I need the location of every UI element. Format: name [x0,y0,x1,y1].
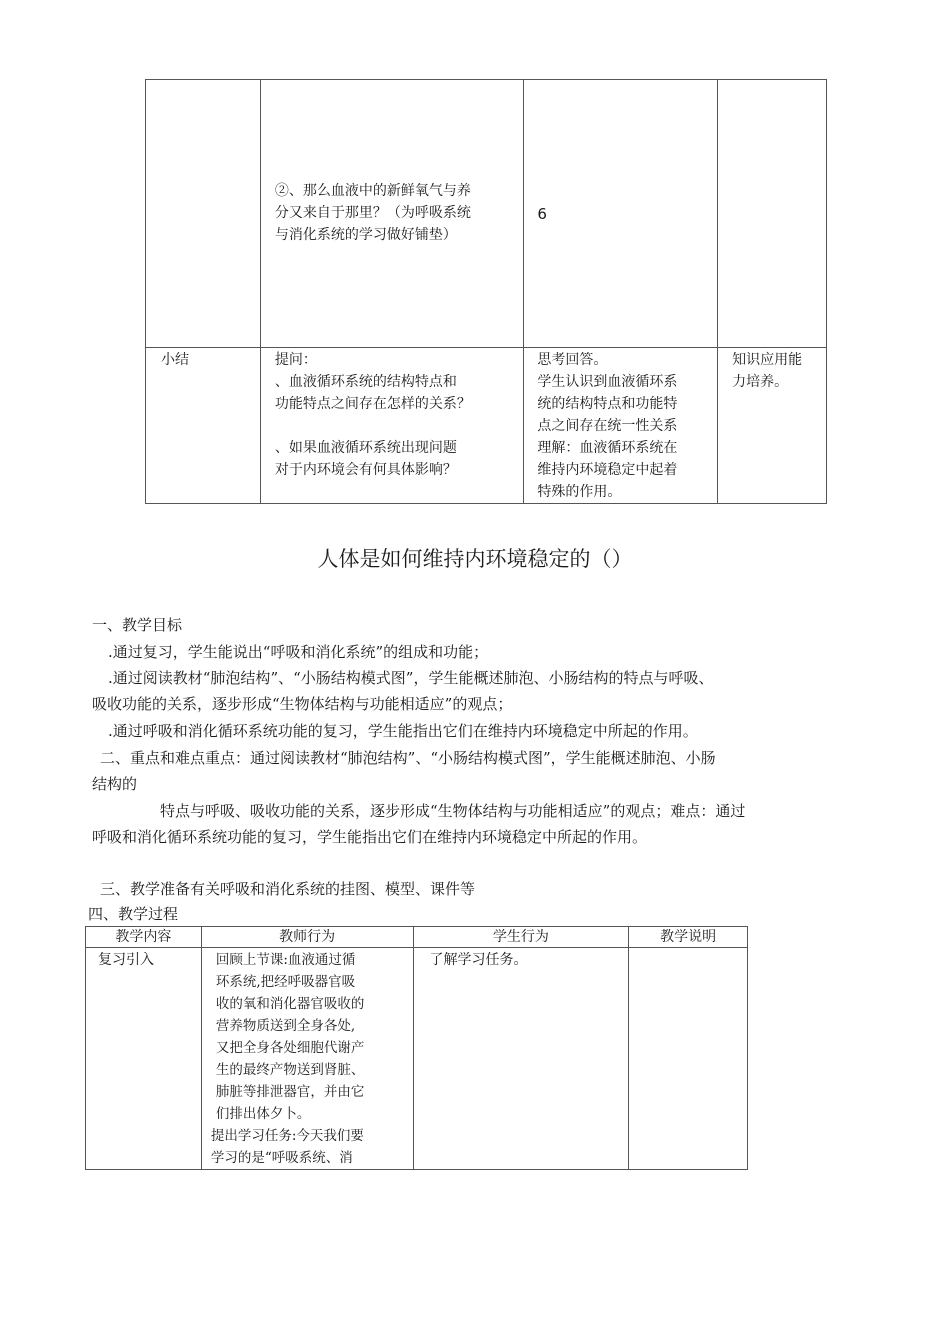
section-heading: 四、教学过程 [88,905,179,923]
document-title: 人体是如何维持内环境稳定的（） [317,547,633,571]
header-teacher: 教师行为 [201,927,413,948]
paragraph-line: 结构的 [92,775,138,793]
teaching-process-table [85,926,748,1170]
student-cell [524,80,718,348]
paragraph-line: 吸收功能的关系，逐步形成“生物体结构与功能相适应”的观点； [92,695,513,713]
table-header-row [86,927,748,948]
content-cell [86,948,202,1170]
student-text: 了解学习任务。 [429,952,528,968]
section-heading: 三、教学准备有关呼吸和消化系统的挂图、模型、课件等 [100,880,476,898]
teacher-text-task: 提出学习任务:今天我们要 学习的是“呼吸系统、消 [210,1128,364,1166]
header-student: 学生行为 [413,927,629,948]
student-cell [413,948,629,1170]
paragraph-line: 呼吸和消化循环系统功能的复习，学生能指出它们在维持内环境稳定中所起的作用。 [92,828,648,846]
teacher-cell [260,80,524,348]
paragraph-line: .通过呼吸和消化循环系统功能的复习，学生能指出它们在维持内环境稳定中所起的作用。 [108,722,698,740]
table-row [146,80,827,348]
table-row [146,348,827,504]
teacher-text: 提问： 、血液循环系统的结构特点和 功能特点之间存在怎样的关系？ 、如果血液循环系统出现问题 对于内环境会有何具体影响？ [274,352,471,478]
teacher-cell [260,348,524,504]
teacher-text-review: 回顾上节课:血液通过循 环系统,把经呼吸器官吸 收的氧和消化器官吸收的 营养物质送到全身各处, 又把全身各处细胞代谢产 生的最终产物送到肾脏、 肺脏等排泄器官，并由它 们排出体夕卜。 [215,952,365,1122]
header-content: 教学内容 [86,927,202,948]
paragraph-line: .通过复习，学生能说出“呼吸和消化系统”的组成和功能； [108,643,489,661]
header-note: 教学说明 [629,927,748,948]
section-heading: 一、教学目标 [92,616,183,634]
content-cell [146,80,261,348]
note-text: 知识应用能 力培养。 [732,352,803,390]
note-cell [629,948,748,1170]
student-text: 6 [537,205,547,223]
content-text: 小结 [161,352,189,368]
paragraph-line: 特点与呼吸、吸收功能的关系，逐步形成“生物体结构与功能相适应”的观点；难点：通过 [160,802,746,820]
table-row [86,948,748,1170]
student-text: 思考回答。 学生认识到血液循环系 统的结构特点和功能特 点之间存在统一性关系 理解：血液循环系统在 维持内环境稳定中起着 特殊的作用。 [537,352,678,500]
paragraph-line: .通过阅读教材“肺泡结构”、“小肠结构模式图”，学生能概述肺泡、小肠结构的特点与呼吸、 [108,669,714,687]
section-heading: 二、重点和难点重点：通过阅读教材“肺泡结构”、“小肠结构模式图”，学生能概述肺泡、小肠 [100,749,716,767]
content-cell [146,348,261,504]
teacher-cell [201,948,413,1170]
content-text: 复习引入 [98,952,154,968]
teacher-text: ②、那么血液中的新鲜氧气与养 分又来自于那里？（为呼吸系统 与消化系统的学习做好铺垫） [274,183,471,243]
note-cell [718,348,827,504]
student-cell [524,348,718,504]
lesson-table-continued [145,79,827,504]
note-cell [718,80,827,348]
